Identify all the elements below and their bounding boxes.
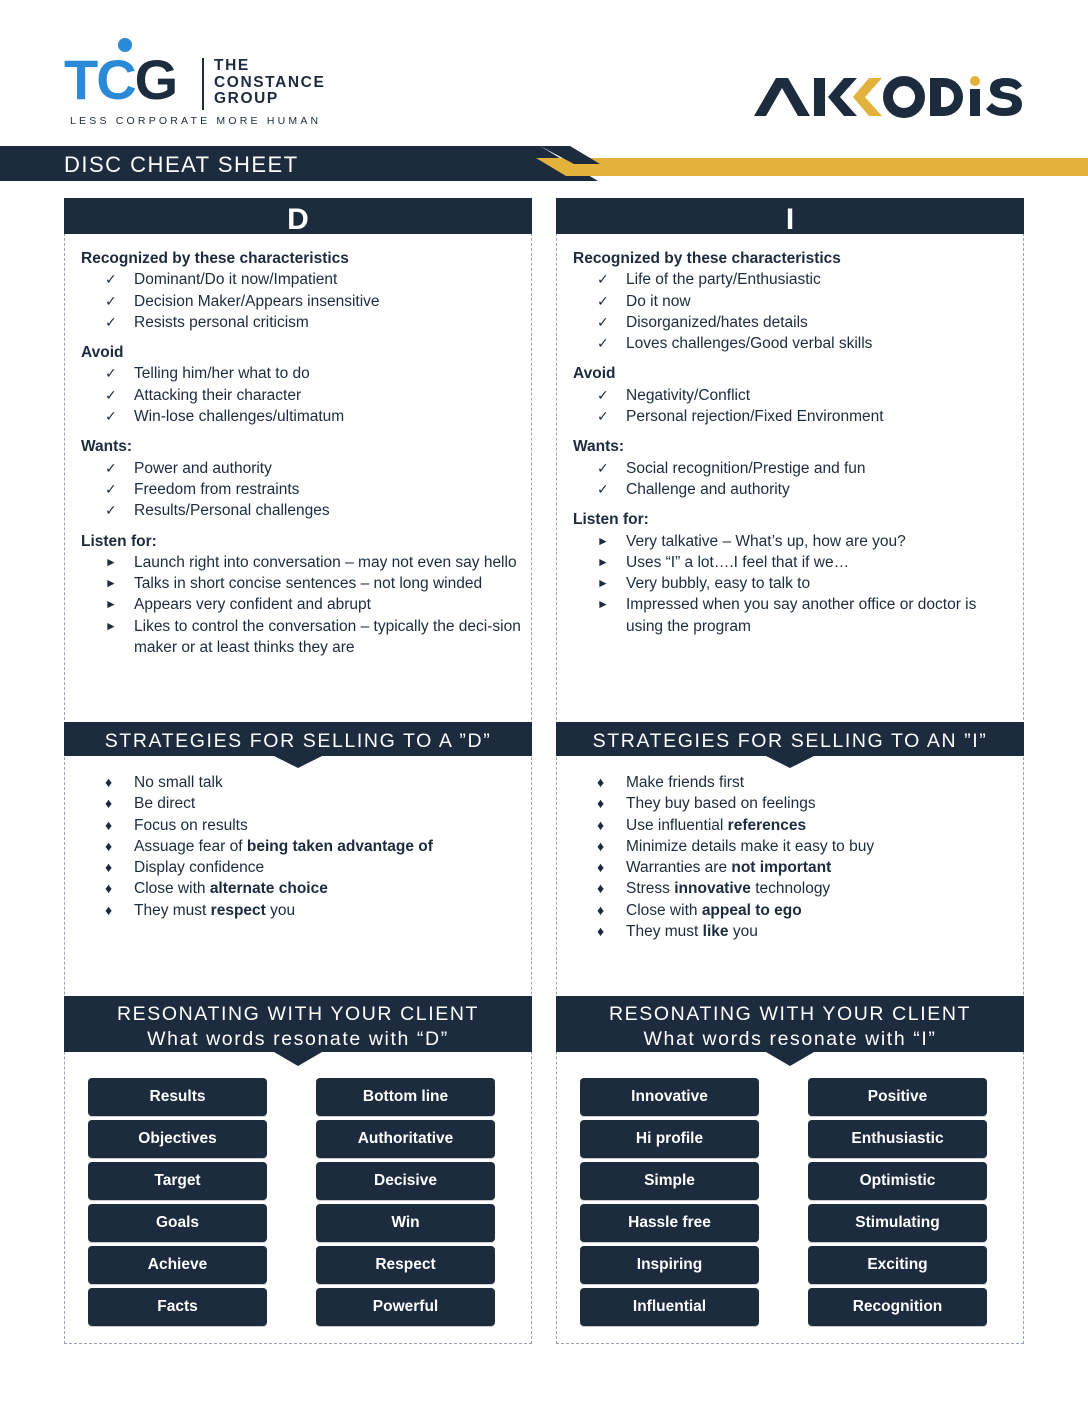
check-icon: ✓ [105, 480, 117, 497]
strategies-title: STRATEGIES FOR SELLING TO A ”D” [104, 730, 492, 752]
word-tag: Inspiring [580, 1246, 759, 1284]
check-icon: ✓ [597, 408, 609, 425]
page-title: DISC CHEAT SHEET [64, 152, 299, 177]
diamond-icon: ♦ [105, 859, 113, 876]
resonating-banner [556, 996, 1024, 1070]
list-item: ♦ Be direct [81, 793, 521, 814]
word-tag: Optimistic [808, 1162, 987, 1200]
wants-label: Wants: [573, 438, 625, 456]
word-tag: Decisive [316, 1162, 495, 1200]
arrow-right-icon: ► [597, 597, 609, 612]
tcg-tagline: LESS CORPORATE MORE HUMAN [70, 115, 322, 127]
word-tag: Simple [580, 1162, 759, 1200]
arrow-right-icon: ► [105, 576, 117, 591]
recognized-label: Recognized by these characteristics [573, 250, 841, 267]
list-item: ► Impressed when you say another office or doctor is using the program [597, 596, 977, 635]
diamond-icon: ♦ [597, 901, 605, 918]
list-item: ♦ Focus on results [81, 815, 521, 836]
arrow-right-icon: ► [105, 554, 117, 569]
word-tag: Facts [88, 1288, 267, 1326]
word-tag: Hassle free [580, 1204, 759, 1242]
list-item: ✓ Attacking their character [81, 385, 521, 406]
strategies-title: STRATEGIES FOR SELLING TO AN ”I” [592, 730, 988, 752]
list-item: ♦ No small talk [81, 772, 521, 793]
word-tag: Win [316, 1204, 495, 1242]
check-icon: ✓ [597, 386, 609, 403]
list-item: ♦ Close with appeal to ego [573, 900, 1013, 921]
list-item: ♦ Stress innovative technology [573, 878, 1013, 899]
list-item: ► Appears very confident and abrupt [81, 594, 521, 615]
diamond-icon: ♦ [105, 901, 113, 918]
list-item: ✓ Telling him/her what to do [81, 363, 521, 384]
list-item: ♦ Assuage fear of being taken advantage of [81, 836, 521, 857]
column-d [64, 198, 532, 1344]
word-tag: Innovative [580, 1078, 759, 1116]
list-item: ♦ They must respect you [81, 900, 521, 921]
list-item: ✓ Loves challenges/Good verbal skills [573, 333, 1013, 354]
list-item: ♦ Close with alternate choice [81, 878, 521, 899]
diamond-icon: ♦ [105, 774, 113, 790]
word-tag: Enthusiastic [808, 1120, 987, 1158]
list-item: ✓ Negativity/Conflict [573, 385, 1013, 406]
list-item: ► Likes to control the conversation – typically the deci-sion maker or at least thinks they are [105, 617, 521, 657]
list-item: ► Very talkative – What’s up, how are you? [573, 531, 1013, 552]
tcg-logo-mark: TCG [64, 48, 177, 111]
check-icon: ✓ [597, 480, 609, 497]
strategies-list [573, 772, 1013, 942]
arrow-right-icon: ► [105, 597, 117, 612]
list-item: ✓ Power and authority [81, 458, 521, 479]
list-item: ♦ Use influential references [573, 815, 1013, 836]
word-tag: Exciting [808, 1246, 987, 1284]
word-tag: Hi profile [580, 1120, 759, 1158]
list-item: ♦ Make friends first [573, 772, 1013, 793]
arrow-right-icon: ► [597, 533, 609, 548]
list-item: ✓ Personal rejection/Fixed Environment [573, 406, 1013, 427]
akkodis-logo [752, 74, 1032, 124]
list-item: ✓ Decision Maker/Appears insensitive [81, 291, 521, 312]
list-item: ✓ Disorganized/hates details [573, 312, 1013, 333]
column-d-profile [81, 248, 521, 667]
check-icon: ✓ [597, 313, 609, 330]
word-tag: Positive [808, 1078, 987, 1116]
check-icon: ✓ [105, 408, 117, 425]
list-item: ✓ Results/Personal challenges [81, 500, 521, 521]
diamond-icon: ♦ [105, 880, 113, 897]
diamond-icon: ♦ [597, 859, 605, 876]
list-item: ✓ Challenge and authority [573, 479, 1013, 500]
check-icon: ✓ [105, 365, 117, 382]
column-i-heading: I [556, 198, 1024, 234]
list-item: ♦ Minimize details make it easy to buy [573, 836, 1013, 857]
check-icon: ✓ [105, 386, 117, 403]
resonating-title: RESONATING WITH YOUR CLIENT What words resonate with “I” [608, 1003, 972, 1050]
listen-label: Listen for: [573, 511, 649, 529]
check-icon: ✓ [597, 271, 609, 288]
resonating-title: RESONATING WITH YOUR CLIENT What words resonate with “D” [116, 1003, 480, 1050]
word-tag: Results [88, 1078, 267, 1116]
list-item: ✓ Do it now [573, 291, 1013, 312]
strategies-banner [64, 722, 532, 768]
column-d-heading: D [64, 198, 532, 234]
check-icon: ✓ [597, 459, 609, 476]
check-icon: ✓ [105, 313, 117, 330]
check-icon: ✓ [105, 271, 117, 288]
word-tag: Powerful [316, 1288, 495, 1326]
diamond-icon: ♦ [105, 837, 113, 854]
arrow-right-icon: ► [105, 618, 117, 633]
list-item: ✓ Freedom from restraints [81, 479, 521, 500]
word-tag: Authoritative [316, 1120, 495, 1158]
strategies-banner [556, 722, 1024, 768]
listen-label: Listen for: [81, 532, 157, 550]
list-item: ✓ Life of the party/Enthusiastic [573, 269, 1013, 290]
diamond-icon: ♦ [597, 795, 605, 812]
word-tag: Recognition [808, 1288, 987, 1326]
list-item: ✓ Resists personal criticism [81, 312, 521, 333]
list-item: ♦ They buy based on feelings [573, 793, 1013, 814]
list-item: ► Talks in short concise sentences – not long winded [81, 573, 521, 594]
resonating-banner [64, 996, 532, 1070]
word-tag: Bottom line [316, 1078, 495, 1116]
list-item: ✓ Social recognition/Prestige and fun [573, 458, 1013, 479]
word-tag: Influential [580, 1288, 759, 1326]
check-icon: ✓ [105, 502, 117, 519]
diamond-icon: ♦ [105, 795, 113, 812]
column-i-profile [573, 248, 1013, 646]
check-icon: ✓ [597, 335, 609, 352]
strategies-list [81, 772, 521, 921]
avoid-label: Avoid [573, 365, 616, 383]
list-item: ♦ They must like you [573, 921, 1013, 942]
word-tag: Respect [316, 1246, 495, 1284]
recognized-label: Recognized by these characteristics [81, 250, 349, 267]
diamond-icon: ♦ [597, 816, 605, 833]
list-item: ► Very bubbly, easy to talk to [573, 573, 1013, 594]
diamond-icon: ♦ [597, 880, 605, 897]
wants-label: Wants: [81, 438, 133, 456]
avoid-label: Avoid [81, 344, 124, 362]
arrow-right-icon: ► [597, 554, 609, 569]
word-tag: Goals [88, 1204, 267, 1242]
check-icon: ✓ [597, 292, 609, 309]
word-tag: Target [88, 1162, 267, 1200]
arrow-right-icon: ► [597, 576, 609, 591]
list-item: ♦ Display confidence [81, 857, 521, 878]
list-item: ♦ Warranties are not important [573, 857, 1013, 878]
list-item: ► Launch right into conversation – may not even say hello [81, 552, 521, 573]
tcg-logo-divider [202, 58, 204, 110]
diamond-icon: ♦ [105, 816, 113, 833]
diamond-icon: ♦ [597, 923, 605, 940]
check-icon: ✓ [105, 292, 117, 309]
check-icon: ✓ [105, 459, 117, 476]
tcg-company-name: THE CONSTANCE GROUP [214, 57, 326, 107]
word-tag: Objectives [88, 1120, 267, 1158]
list-item: ✓ Dominant/Do it now/Impatient [81, 269, 521, 290]
list-item: ► Uses “I” a lot….I feel that if we… [573, 552, 1013, 573]
column-i [556, 198, 1024, 1344]
diamond-icon: ♦ [597, 837, 605, 854]
diamond-icon: ♦ [597, 774, 605, 790]
tcg-logo [62, 38, 332, 133]
word-tag: Achieve [88, 1246, 267, 1284]
list-item: ✓ Win-lose challenges/ultimatum [81, 406, 521, 427]
word-tag: Stimulating [808, 1204, 987, 1242]
